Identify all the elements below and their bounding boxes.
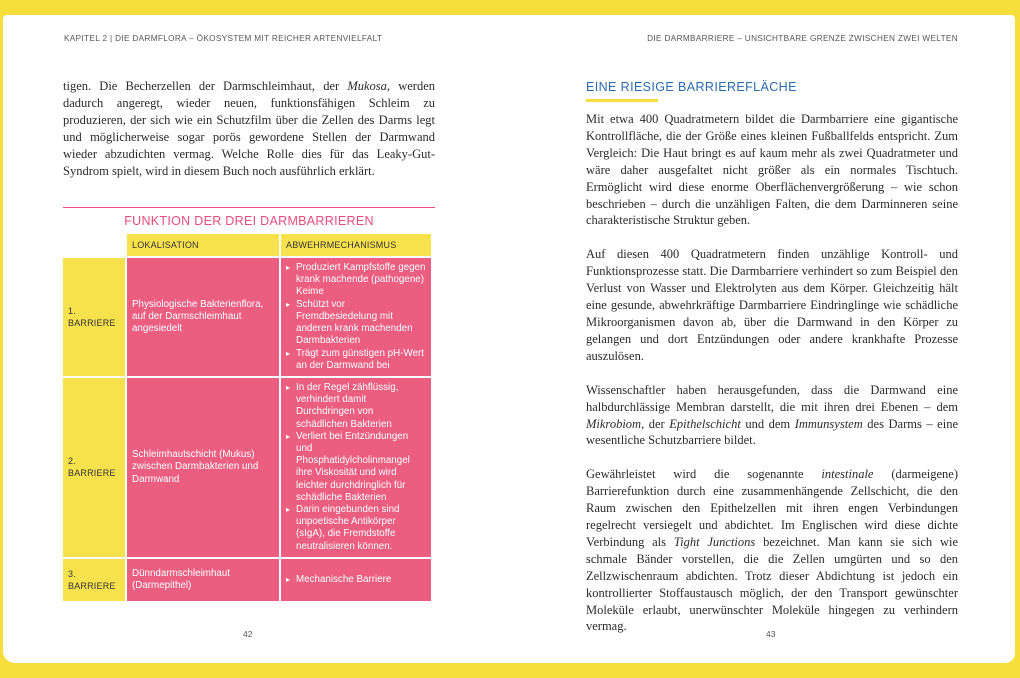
bullet-icon: ▸	[286, 431, 291, 441]
location-cell: Physiologische Bakterienflora, auf der Darmschleimhaut angesiedelt	[127, 258, 279, 376]
table-title: FUNKTION DER DREI DARMBARRIEREN	[124, 214, 374, 228]
list-item: ▸ Darin eingebunden sind unpoetische Antikörper (sIgA), die Fremdstoffe neutralisieren können.	[286, 504, 400, 552]
row-label: 3. BARRIERE	[63, 559, 125, 601]
column-header-mechanism: ABWEHRMECHANISMUS	[281, 234, 431, 256]
row-label: 1. BARRIERE	[63, 258, 125, 376]
location-cell: Dünndarmschleimhaut (Darmepithel)	[127, 559, 279, 601]
location-cell: Schleimhautschicht (Mukus) zwischen Darmbakterien und Darmwand	[127, 378, 279, 557]
section-title: EINE RIESIGE BARRIEREFLÄCHE	[586, 80, 797, 94]
paragraph: tigen. Die Becherzellen der Darmschleimhaut, der Mukosa, werden dadurch angeregt, wieder neuen, funktionsfähigen Schleim zu produzieren, der sich wie ein Schutzfilm über die Zellen des Darms legt und möglicherweise sogar porös gewordene Stellen der Darmwand wieder abzudichten vermag. Welche Rolle dies für das Leaky-Gut-Syndrom spielt, wird in diesem Buch noch ausführlich erklärt.	[63, 79, 435, 178]
table-corner	[63, 234, 125, 256]
bullet-icon: ▸	[286, 299, 291, 309]
list-item: ▸ In der Regel zähflüssig, verhindert damit Durchdringen von schädlichen Bakterien	[286, 382, 399, 430]
table-row	[63, 378, 431, 557]
list-item: ▸ Trägt zum günstigen pH-Wert an der Darmwand bei	[286, 347, 424, 371]
bullet-icon: ▸	[286, 383, 291, 392]
right-page-text	[586, 111, 958, 652]
page-number-left: 42	[243, 629, 253, 639]
list-item: ▸ Schützt vor Fremdbesiedelung mit anderen krank machenden Darmbakterien	[286, 298, 413, 347]
paragraph: Gewährleistet wird die sogenannte intestinale (darmeigene) Barrierefunktion durch eine zusammenhängende Zellschicht, die den Raum zwischen den Epithelzellen mit ihren engen Verbindungen regelrecht versiegelt und abdichtet. Im Englischen wird diese dichte Verbindung als Tight Junctions bezeichnet. Man kann sie sich wie schmale Bänder vorstellen, die die Zellen umgürten und so den Zellzwischenraum abdichten. Trotz dieser Abdichtung ist jedoch ein kontrollierter Stoffaustausch möglich, der den Transport gewünschter Moleküle erlaubt, unerwünschter Moleküle hingegen zu verhindern vermag.	[586, 467, 958, 634]
running-header-left: KAPITEL 2 | DIE DARMFLORA – ÖKOSYSTEM MIT REICHER ARTENVIELFALT	[64, 34, 383, 43]
list-item: ▸ Mechanische Barriere	[286, 573, 392, 585]
left-page-text	[63, 78, 435, 196]
mechanism-cell	[281, 378, 431, 557]
section-title-underline	[586, 99, 658, 102]
list-item: ▸ Verliert bei Entzündungen und Phosphatidylcholinmangel ihre Viskosität und wird leichter durchdringlich für schädliche Bakterien	[286, 430, 410, 503]
row-label: 2. BARRIERE	[63, 378, 125, 557]
page-number-right: 43	[766, 629, 776, 639]
table-top-rule	[63, 207, 435, 208]
paragraph: Wissenschaftler haben herausgefunden, dass die Darmwand eine halbdurchlässige Membran darstellt, die mit ihren drei Ebenen – dem Mikrobiom, der Epithelschicht und dem Immunsystem des Darms – eine wesentliche Schutzbarriere bildet.	[586, 382, 959, 448]
bullet-icon: ▸	[286, 348, 291, 358]
barrier-table	[61, 232, 433, 603]
list-item: ▸ Produziert Kampfstoffe gegen krank machende (pathogene) Keime	[286, 262, 426, 298]
paragraph: Auf diesen 400 Quadratmetern finden unzählige Kontroll- und Funktionsprozesse statt. Die Darmbarriere verhindert so zum Beispiel den Verlust von Wasser und Elektrolyten aus dem Körper. Gleichzeitig hält eine gesunde, abwehrkräftige Darmbarriere Eindringlinge wie schädliche Mikroorganismen davon ab, über die Darmwand in den Körper zu gelangen und dort Entzündungen oder andere krankhafte Prozesse auszulösen.	[586, 247, 958, 363]
bullet-icon: ▸	[286, 505, 291, 515]
mechanism-cell	[281, 258, 431, 376]
table-row	[63, 258, 431, 376]
bullet-icon: ▸	[286, 263, 291, 273]
column-header-location: LOKALISATION	[127, 234, 279, 256]
bullet-icon: ▸	[286, 574, 291, 584]
mechanism-cell	[281, 559, 431, 601]
table-row	[63, 559, 431, 601]
running-header-right: DIE DARMBARRIERE – UNSICHTBARE GRENZE ZWISCHEN ZWEI WELTEN	[647, 34, 958, 43]
paragraph: Mit etwa 400 Quadratmetern bildet die Darmbarriere eine gigantische Kontrollfläche, die der Größe eines kleinen Fußballfelds entspricht. Zum Vergleich: Die Haut bringt es auf kaum mehr als zwei Quadratmeter und wäre daher ausgefaltet nicht größer als ein normales Tischtuch. Ermöglicht wird diese enorme Oberflächenvergrößerung – wie schon beschrieben – durch die unzähligen Falten, die dem Darminneren seine charakteristische Struktur geben.	[586, 112, 958, 228]
